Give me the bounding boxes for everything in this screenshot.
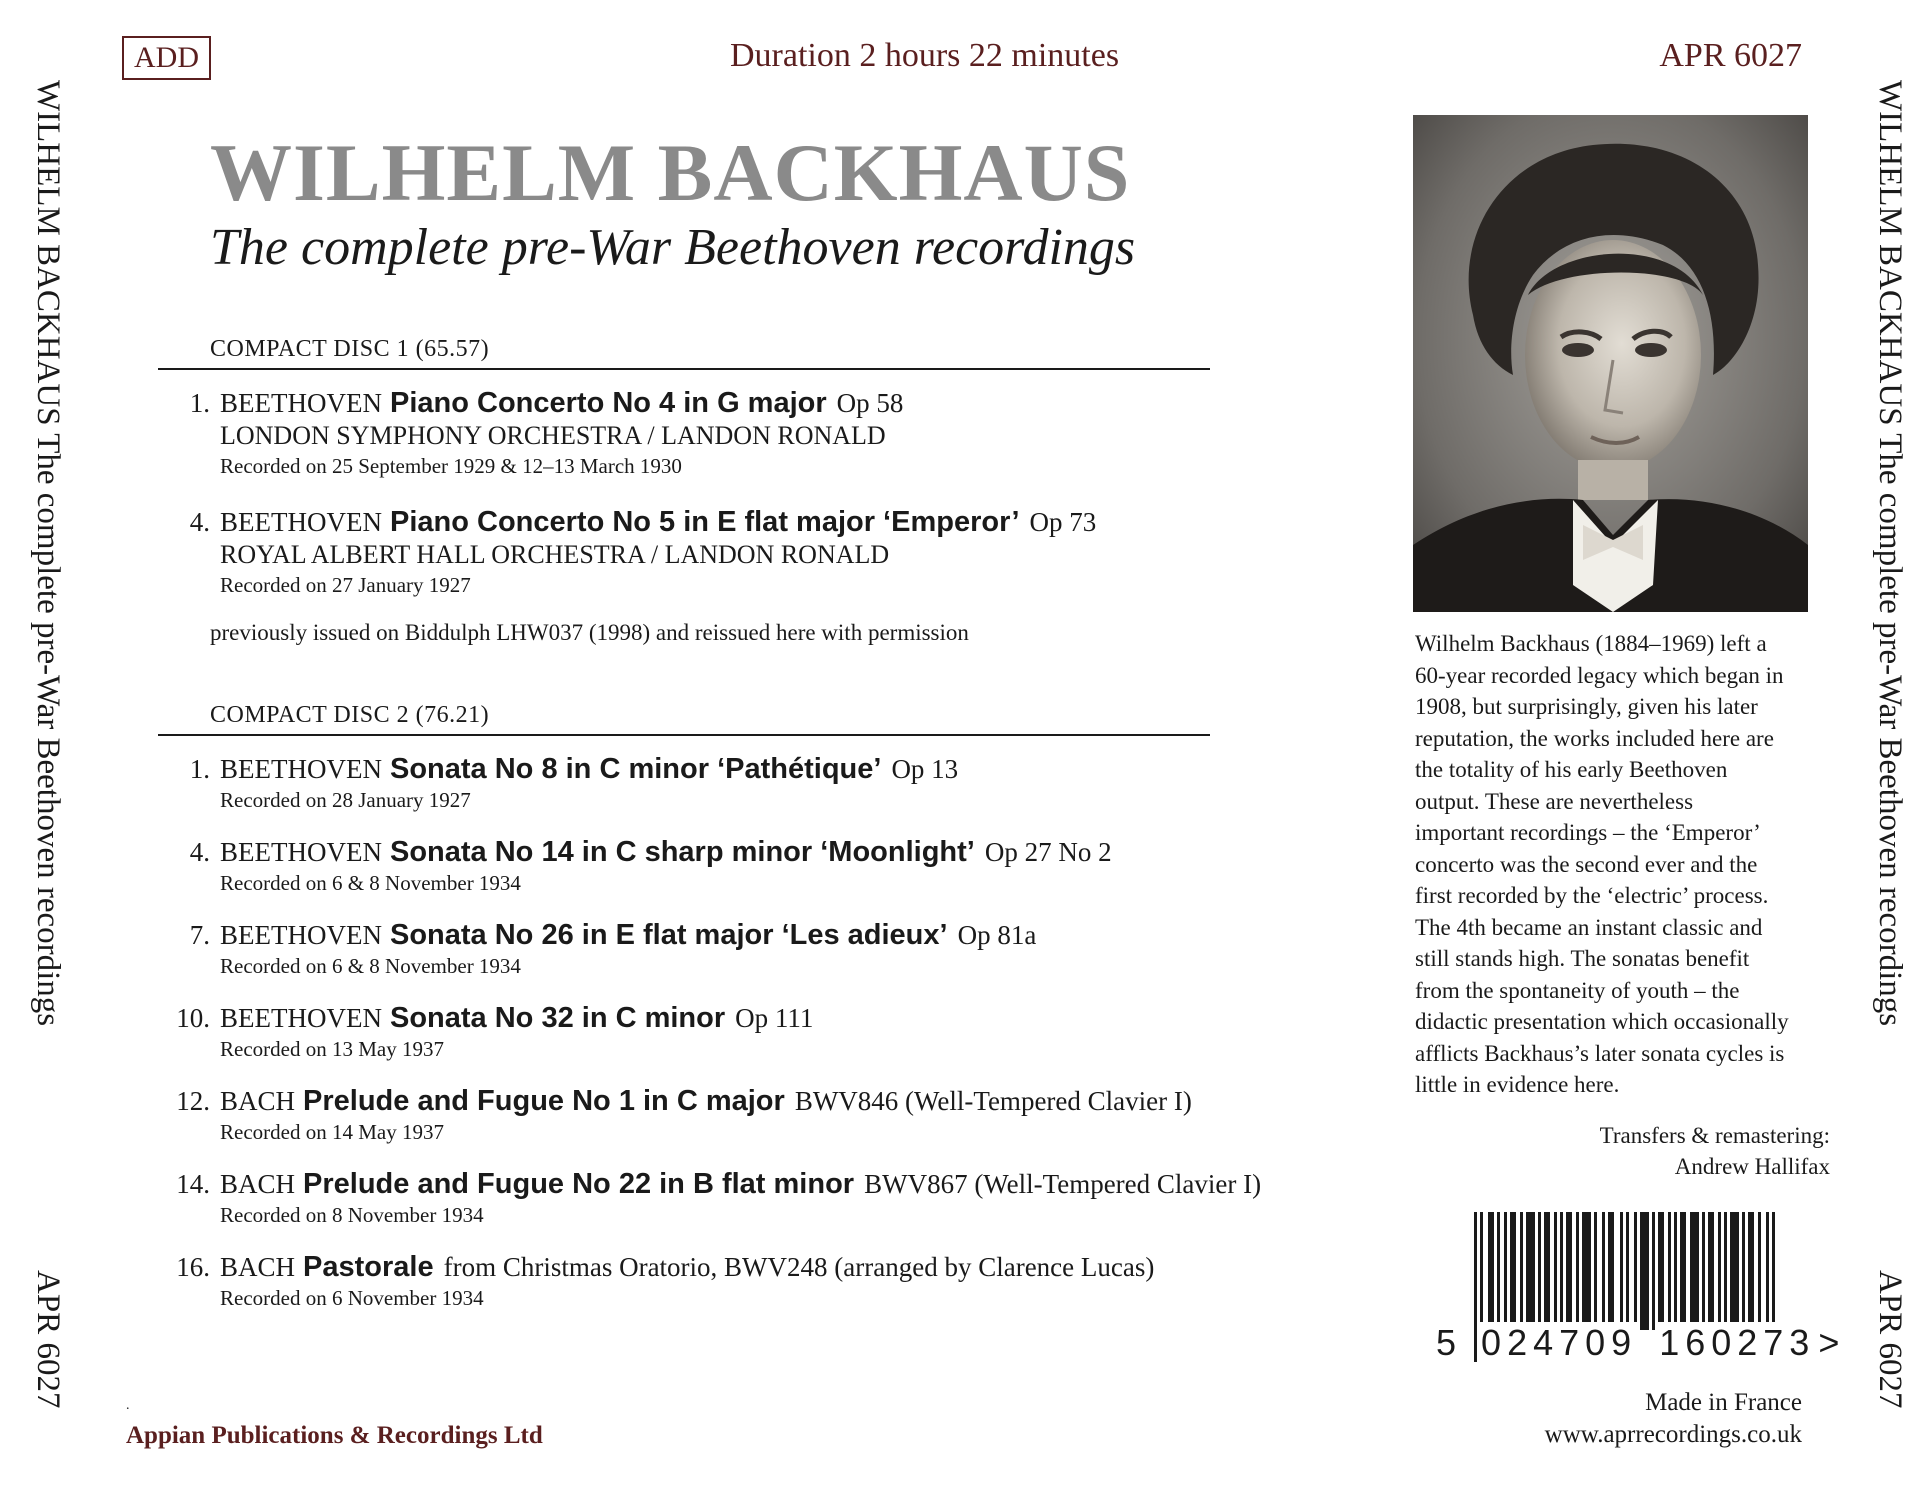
artist-bio [1415,628,1835,1101]
add-badge: ADD [122,36,211,80]
credits [1440,1120,1830,1182]
track-recorded: Recorded on 6 & 8 November 1934 [220,871,521,895]
disc1-rule [158,368,1210,370]
bio-line: Wilhelm Backhaus (1884–1969) left a [1415,631,1767,656]
barcode-digits [1436,1322,1845,1364]
barcode-right-group: 160273 [1656,1322,1818,1363]
track-number: 4. [189,837,210,867]
track-composer: BEETHOVEN [220,920,382,950]
track-composer: BEETHOVEN [220,507,382,537]
track-number: 12. [176,1086,210,1116]
track-recorded: Recorded on 14 May 1937 [220,1120,444,1144]
artist-name: WILHELM BACKHAUS [210,127,1131,218]
track-item [150,1250,1390,1312]
bio-line: concerto was the second ever and the [1415,851,1758,877]
track-recorded: Recorded on 6 November 1934 [220,1286,484,1310]
disc2-rule [158,734,1210,736]
track-work: Sonata No 8 in C minor ‘Pathétique’ [389,753,882,785]
artist-portrait-photo [1413,115,1808,612]
barcode-first-digit: 5 [1436,1322,1463,1363]
track-work: Piano Concerto No 5 in E flat major ‘Emperor’ [389,506,1020,538]
track-recorded: Recorded on 28 January 1927 [220,788,471,812]
credits-name: Andrew Hallifax [1674,1154,1830,1179]
barcode-end-mark: > [1818,1322,1846,1363]
bio-line: first recorded by the ‘electric’ process. [1415,883,1769,908]
track-recorded: Recorded on 25 September 1929 & 12–13 March 1930 [220,454,682,478]
spine-right-title: WILHELM BACKHAUS The complete pre-War Beethoven recordings [1872,80,1908,1027]
spine-left-catalog-number: APR 6027 [30,1270,66,1409]
publisher-name: Appian Publications & Recordings Ltd [126,1422,543,1449]
disc1-heading: COMPACT DISC 1 (65.57) [210,336,490,362]
track-work: Piano Concerto No 4 in G major [389,387,827,419]
track-item [150,752,1390,814]
duration-label: Duration 2 hours 22 minutes [730,37,1120,74]
credits-label: Transfers & remastering: [1599,1123,1830,1148]
track-work: Sonata No 14 in C sharp minor ‘Moonlight’ [389,836,975,868]
track-composer: BEETHOVEN [220,1003,382,1033]
track-item [150,386,1390,480]
track-number: 14. [176,1169,210,1199]
bio-line: little in evidence here. [1415,1072,1620,1097]
track-number: 4. [189,507,210,537]
spine-right [1858,0,1918,1500]
bio-line: afflicts Backhaus’s later sonata cycles is [1415,1040,1785,1066]
track-detail: BWV867 (Well-Tempered Clavier I) [864,1169,1262,1199]
disc2-heading: COMPACT DISC 2 (76.21) [210,702,490,728]
album-subtitle: The complete pre-War Beethoven recordings [210,219,1136,276]
track-detail: Op 81a [957,920,1037,950]
spine-left-title: WILHELM BACKHAUS The complete pre-War Beethoven recordings [30,80,66,1027]
track-number: 1. [189,754,210,784]
catalog-number-top: APR 6027 [1659,37,1802,74]
bio-line: still stands high. The sonatas benefit [1415,946,1750,971]
track-performers: ROYAL ALBERT HALL ORCHESTRA / LANDON RONALD [220,540,890,569]
track-number: 7. [189,920,210,950]
track-work: Sonata No 32 in C minor [389,1002,726,1034]
track-detail: Op 27 No 2 [984,837,1112,867]
track-number: 16. [176,1252,210,1282]
bio-line: The 4th became an instant classic and [1415,914,1763,940]
barcode-left-group: 024709 [1478,1322,1640,1363]
track-composer: BEETHOVEN [220,837,382,867]
track-recorded: Recorded on 6 & 8 November 1934 [220,954,521,978]
track-item [150,1084,1390,1146]
track-detail: Op 73 [1029,507,1097,537]
track-detail: Op 58 [836,388,904,418]
track-composer: BEETHOVEN [220,388,382,418]
track-item [150,918,1390,980]
track-work: Prelude and Fugue No 22 in B flat minor [303,1168,855,1200]
track-composer: BACH [220,1252,296,1282]
track-detail: Op 13 [891,754,959,784]
track-detail: BWV846 (Well-Tempered Clavier I) [794,1086,1192,1116]
track-composer: BACH [220,1169,296,1199]
track-composer: BACH [220,1086,296,1116]
track-composer: BEETHOVEN [220,754,382,784]
track-performers: LONDON SYMPHONY ORCHESTRA / LANDON RONALD [220,421,886,450]
track-recorded: Recorded on 8 November 1934 [220,1203,484,1227]
bio-line: from the spontaneity of youth – the [1415,977,1740,1003]
track-item [150,835,1390,897]
track-item [150,1167,1390,1229]
track-work: Sonata No 26 in E flat major ‘Les adieux’ [389,919,948,951]
bio-line: important recordings – the ‘Emperor’ [1415,820,1761,845]
bio-line: 1908, but surprisingly, given his later [1415,694,1758,719]
footer-dot: . [126,1398,130,1413]
website-link[interactable]: www.aprrecordings.co.uk [1544,1421,1802,1448]
bio-line: output. These are nevertheless [1415,788,1694,814]
track-item [150,505,1390,599]
track-number: 10. [176,1003,210,1033]
track-work: Prelude and Fugue No 1 in C major [303,1085,785,1117]
spine-left [16,0,76,1500]
bio-line: reputation, the works included here are [1415,725,1774,751]
spine-right-catalog-number: APR 6027 [1872,1270,1908,1409]
track-detail: from Christmas Oratorio, BWV248 (arranged by Clarence Lucas) [443,1252,1155,1282]
track-recorded: Recorded on 27 January 1927 [220,573,471,597]
track-number: 1. [189,388,210,418]
made-in-label: Made in France [1645,1389,1802,1416]
bio-line: the totality of his early Beethoven [1415,757,1728,782]
bio-line: didactic presentation which occasionally [1415,1009,1789,1034]
track-detail: Op 111 [735,1003,814,1033]
track-work: Pastorale [303,1251,434,1283]
track-item [150,1001,1390,1063]
track-recorded: Recorded on 13 May 1937 [220,1037,444,1061]
bio-line: 60-year recorded legacy which began in [1415,662,1784,688]
reissue-note: previously issued on Biddulph LHW037 (1998) and reissued here with permission [210,620,969,645]
